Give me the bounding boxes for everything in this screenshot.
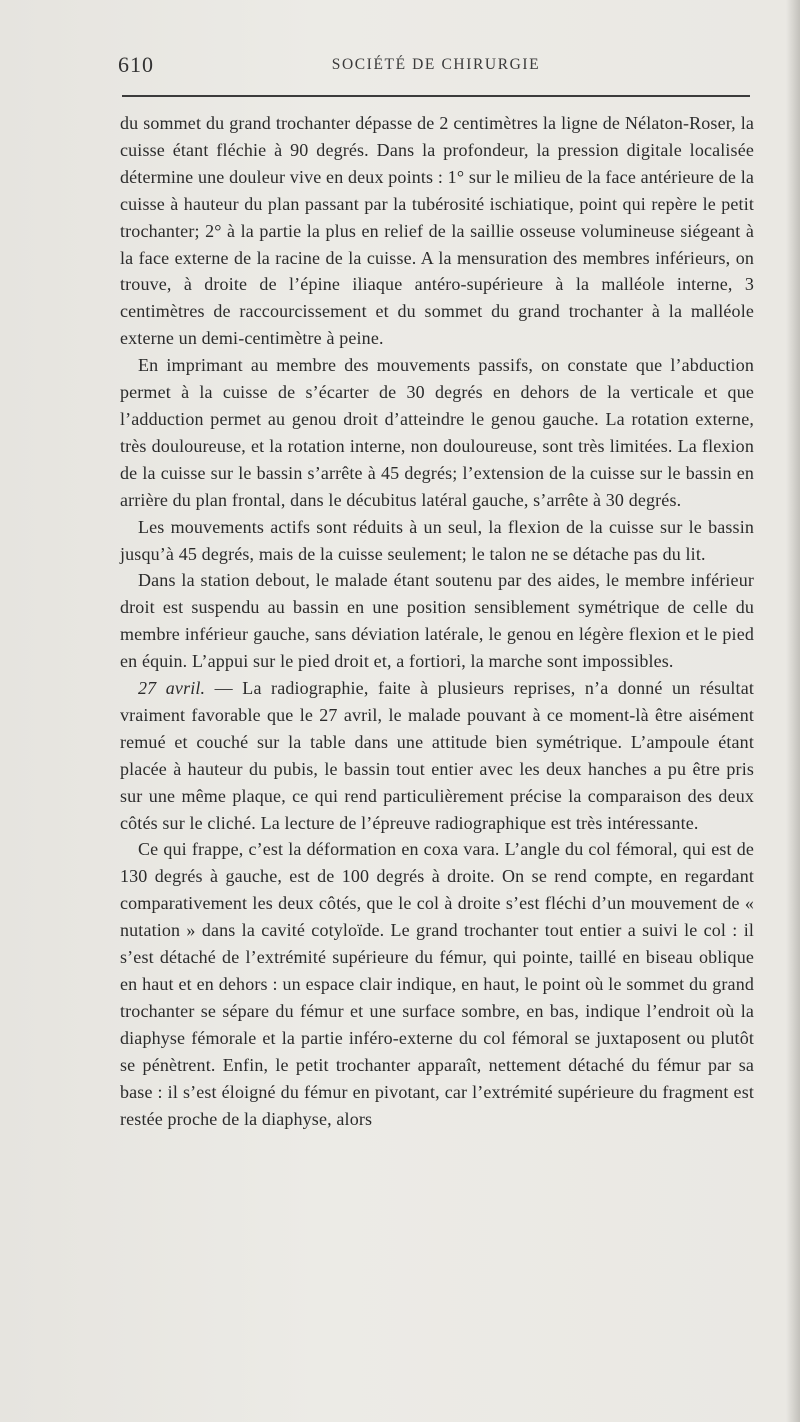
running-title: SOCIÉTÉ DE CHIRURGIE — [331, 56, 541, 73]
paragraph-3 — [120, 514, 754, 568]
page-number: 610 — [118, 52, 154, 77]
paragraph-5-date: 27 avril. — [138, 678, 206, 699]
paragraph-2-text: En imprimant au membre des mouvements passifs, on constate que l’abduction permet à la cuisse de s’écarter de 30 degrés en dehors de la verticale et que l’adduction permet au genou droit d’atteindre le genou gauche. La rotation externe, très douloureuse, et la rotation interne, non douloureuse, sont très limitées. La flexion de la cuisse sur le bassin s’arrête à 45 degrés; l’extension de la cuisse sur le bassin en arrière du plan frontal, dans le décubitus latéral gauche, s’arrête à 30 degrés. — [120, 355, 754, 510]
paragraph-5 — [120, 675, 754, 836]
paragraph-1 — [120, 110, 754, 352]
paragraph-2 — [120, 352, 754, 513]
body-text — [120, 110, 754, 1132]
page-header — [118, 52, 754, 80]
paragraph-3-text: Les mouvements actifs sont réduits à un seul, la flexion de la cuisse sur le bassin jusqu’à 45 degrés, mais de la cuisse seulement; le talon ne se détache pas du lit. — [120, 516, 754, 564]
paragraph-4-text: Dans la station debout, le malade étant soutenu par des aides, le membre inférieur droit est suspendu au bassin en une position sensiblement symétrique de celle du membre inférieur gauche, sans déviation latérale, le genou en légère flexion et le pied en équin. L’appui sur le pied droit et, a fortiori, la marche sont impossibles. — [120, 570, 754, 672]
paragraph-1-text: du sommet du grand trochanter dépasse de 2 centimètres la ligne de Nélaton-Roser, la cuisse étant fléchie à 90 degrés. Dans la profondeur, la pression digitale localisée détermine une douleur vive en deux points : 1° sur le milieu de la face antérieure de la cuisse à hauteur du plan passant par la tubérosité ischiatique, point qui repère le petit trochanter; 2° à la partie la plus en relief de la saillie osseuse volumineuse siégeant à la face externe de la racine de la cuisse. A la mensuration des membres inférieurs, on trouve, à droite de l’épine iliaque antéro-supérieure à la malléole interne, 3 centimètres de raccourcissement et du sommet du grand trochanter à la malléole externe un demi-centimètre à peine. — [120, 113, 754, 349]
header-rule — [122, 95, 750, 97]
paragraph-4 — [120, 567, 754, 675]
page-edge-shadow — [786, 0, 800, 1422]
paragraph-5-text: — La radiographie, faite à plusieurs reprises, n’a donné un résultat vraiment favorable que le 27 avril, le malade pouvant à ce moment-là être aisément remué et couché sur la table dans une attitude bien symétrique. L’ampoule étant placée à hauteur du pubis, le bassin tout entier avec les deux hanches a pu être pris sur une même plaque, ce qui rend particulièrement précise la comparaison des deux côtés sur le cliché. La lecture de l’épreuve radiographique est très intéressante. — [120, 678, 754, 833]
paragraph-6-text: Ce qui frappe, c’est la déformation en coxa vara. L’angle du col fémoral, qui est de 130 degrés à gauche, est de 100 degrés à droite. On se rend compte, en regardant comparativement les deux côtés, que le col à droite s’est fléchi d’un mouvement de « nutation » dans la cavité cotyloïde. Le grand trochanter tout entier a suivi le col : il s’est détaché de l’extrémité supérieure du fémur, qui pointe, taillé en biseau oblique en haut et en dehors : un espace clair indique, en haut, le point où le sommet du grand trochanter se sépare du fémur et une surface sombre, en bas, indique l’endroit où la diaphyse fémorale et la partie inféro-externe du col fémoral se juxtaposent ou plutôt se pénètrent. Enfin, le petit trochanter apparaît, nettement détaché du fémur par sa base : il s’est éloigné du fémur en pivotant, car l’extrémité supérieure du fragment est restée proche de la diaphyse, alors — [120, 839, 754, 1129]
paragraph-6 — [120, 836, 754, 1132]
